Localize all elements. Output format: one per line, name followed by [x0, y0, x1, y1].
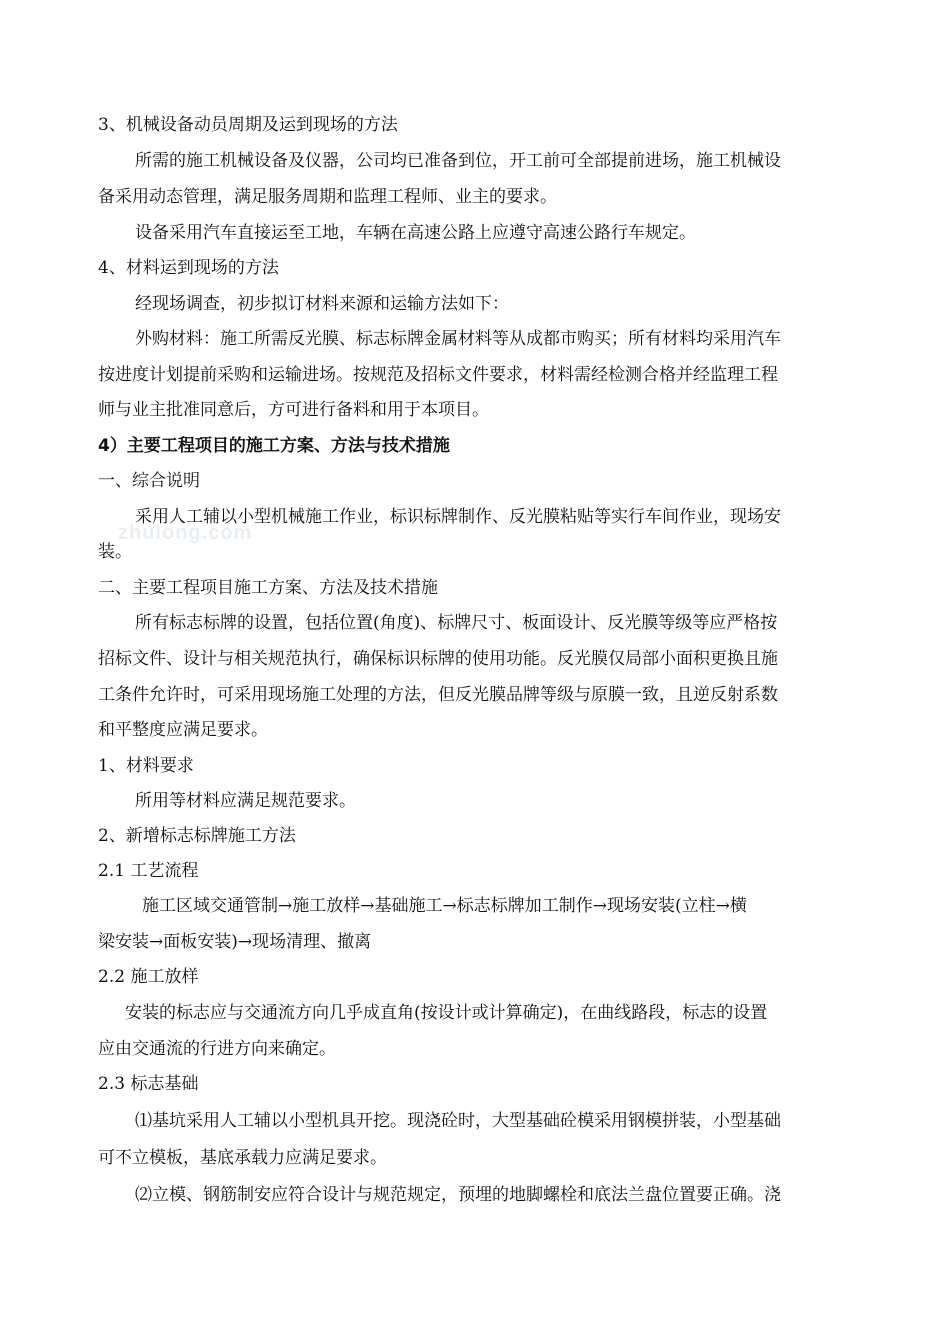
- paragraph-line: 应由交通流的行进方向来确定。: [98, 1039, 336, 1059]
- paragraph-line: 施工区域交通管制→施工放样→基础施工→标志标牌加工制作→现场安装(立柱→横: [142, 896, 747, 916]
- paragraph-line: 采用人工辅以小型机械施工作业，标识标牌制作、反光膜粘贴等实行车间作业，现场安: [135, 507, 781, 527]
- paragraph-line: 所用等材料应满足规范要求。: [135, 791, 356, 811]
- paragraph-line: 备采用动态管理，满足服务周期和监理工程师、业主的要求。: [98, 187, 557, 207]
- heading-sign-foundation: 2.3 标志基础: [98, 1074, 199, 1094]
- heading-main-project-plan: 二、主要工程项目施工方案、方法及技术措施: [98, 578, 438, 598]
- paragraph-line: ⑴基坑采用人工辅以小型机具开挖。现浇砼时，大型基础砼模采用钢模拼装，小型基础: [135, 1111, 781, 1131]
- paragraph-line: 招标文件、设计与相关规范执行，确保标识标牌的使用功能。反光膜仅局部小面积更换且施: [98, 649, 778, 669]
- paragraph-line: 设备采用汽车直接运至工地，车辆在高速公路上应遵守高速公路行车规定。: [135, 223, 696, 243]
- paragraph-line: 工条件允许时，可采用现场施工处理的方法，但反光膜品牌等级与原膜一致，且逆反射系数: [98, 685, 778, 705]
- heading-process-flow: 2.1 工艺流程: [98, 861, 199, 881]
- watermark: zhulong.com: [118, 522, 253, 544]
- paragraph-line: 可不立模板，基底承载力应满足要求。: [98, 1148, 387, 1168]
- heading-general-description: 一、综合说明: [98, 471, 200, 491]
- heading-equipment-mobilization: 3、机械设备动员周期及运到现场的方法: [98, 115, 398, 135]
- paragraph-line: 装。: [98, 542, 132, 562]
- heading-material-transport: 4、材料运到现场的方法: [98, 258, 279, 278]
- paragraph-line: ⑵立模、钢筋制安应符合设计与规范规定，预埋的地脚螺栓和底法兰盘位置要正确。浇: [135, 1185, 781, 1205]
- paragraph-line: 所有标志标牌的设置，包括位置(角度)、标牌尺寸、板面设计、反光膜等级等应严格按: [135, 613, 778, 633]
- paragraph-line: 安装的标志应与交通流方向几乎成直角(按设计或计算确定)，在曲线路段，标志的设置: [125, 1003, 768, 1023]
- paragraph-line: 梁安装→面板安装)→现场清理、撤离: [98, 932, 372, 952]
- heading-construction-staking: 2.2 施工放样: [98, 967, 199, 987]
- heading-material-requirements: 1、材料要求: [98, 756, 194, 776]
- paragraph-line: 外购材料：施工所需反光膜、标志标牌金属材料等从成都市购买；所有材料均采用汽车: [135, 329, 781, 349]
- heading-new-sign-method: 2、新增标志标牌施工方法: [98, 826, 296, 846]
- paragraph-line: 所需的施工机械设备及仪器，公司均已准备到位，开工前可全部提前进场，施工机械设: [135, 151, 781, 171]
- paragraph-line: 师与业主批准同意后，方可进行备料和用于本项目。: [98, 400, 489, 420]
- paragraph-line: 和平整度应满足要求。: [98, 720, 268, 740]
- paragraph-line: 经现场调查，初步拟订材料来源和运输方法如下：: [135, 294, 509, 314]
- paragraph-line: 按进度计划提前采购和运输进场。按规范及招标文件要求，材料需经检测合格并经监理工程: [98, 365, 778, 385]
- section-heading-construction-plan: 4）主要工程项目的施工方案、方法与技术措施: [98, 436, 450, 456]
